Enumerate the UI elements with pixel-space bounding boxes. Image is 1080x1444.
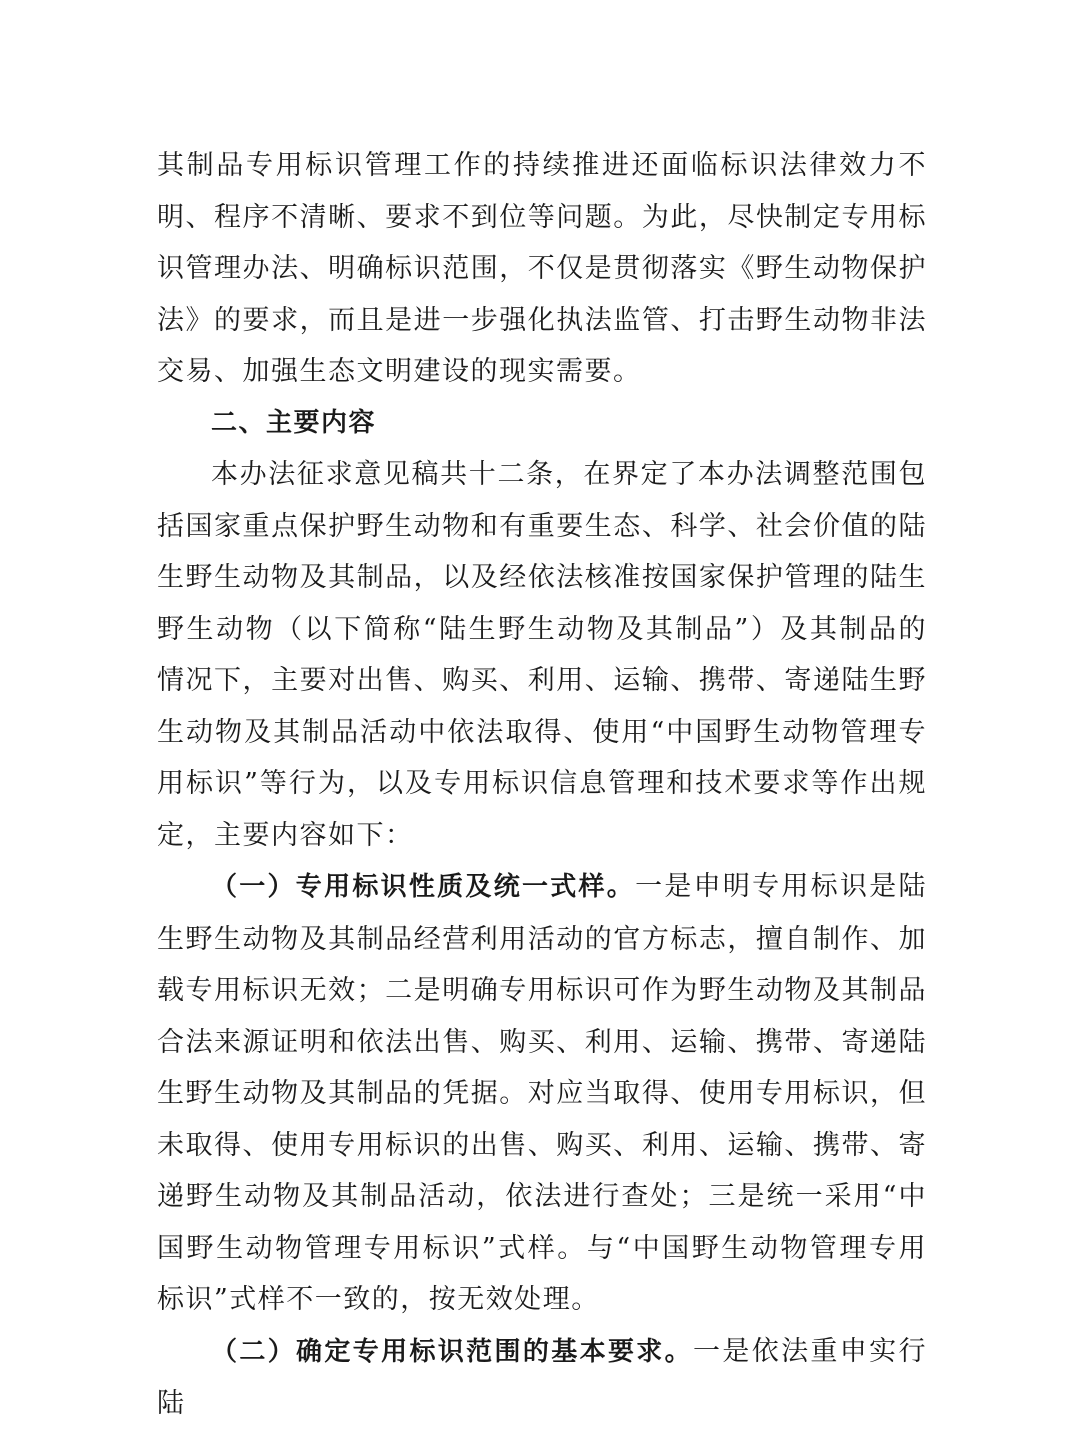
item-2-lead: （二）确定专用标识范围的基本要求。 xyxy=(211,1336,694,1367)
paragraph-continuation: 其制品专用标识管理工作的持续推进还面临标识法律效力不明、程序不清晰、要求不到位等问题。为此，尽快制定专用标识管理办法、明确标识范围，不仅是贯彻落实《野生动物保护法》的要求，而且是进一步强化执法监管、打击野生动物非法交易、加强生态文明建设的现实需要。 xyxy=(157,150,927,387)
item-2-paragraph xyxy=(157,1326,927,1430)
item-2-body: 一是依法重申实行陆 xyxy=(157,1335,927,1419)
item-1-paragraph xyxy=(157,861,927,1326)
section-heading: 二、主要内容 xyxy=(211,407,377,438)
item-1-body: 一是申明专用标识是陆生野生动物及其制品经营利用活动的官方标志，擅自制作、加载专用标识无效；二是明确专用标识可作为野生动物及其制品合法来源证明和依法出售、购买、利用、运输、携带、寄递陆生野生动物及其制品的凭据。对应当取得、使用专用标识，但未取得、使用专用标识的出售、购买、利用、运输、携带、寄递野生动物及其制品活动，依法进行查处；三是统一采用“中国野生动物管理专用标识”式样。与“中国野生动物管理专用标识”式样不一致的，按无效处理。 xyxy=(157,871,927,1315)
item-1-lead: （一）专用标识性质及统一式样。 xyxy=(211,872,636,902)
paragraph-main-content: 本办法征求意见稿共十二条，在界定了本办法调整范围包括国家重点保护野生动物和有重要生态、科学、社会价值的陆生野生动物及其制品，以及经依法核准按国家保护管理的陆生野生动物（以下简称“陆生野生动物及其制品”）及其制品的情况下，主要对出售、购买、利用、运输、携带、寄递陆生野生动物及其制品活动中依法取得、使用“中国野生动物管理专用标识”等行为，以及专用标识信息管理和技术要求等作出规定，主要内容如下： xyxy=(157,459,927,851)
document-body xyxy=(157,140,927,1430)
